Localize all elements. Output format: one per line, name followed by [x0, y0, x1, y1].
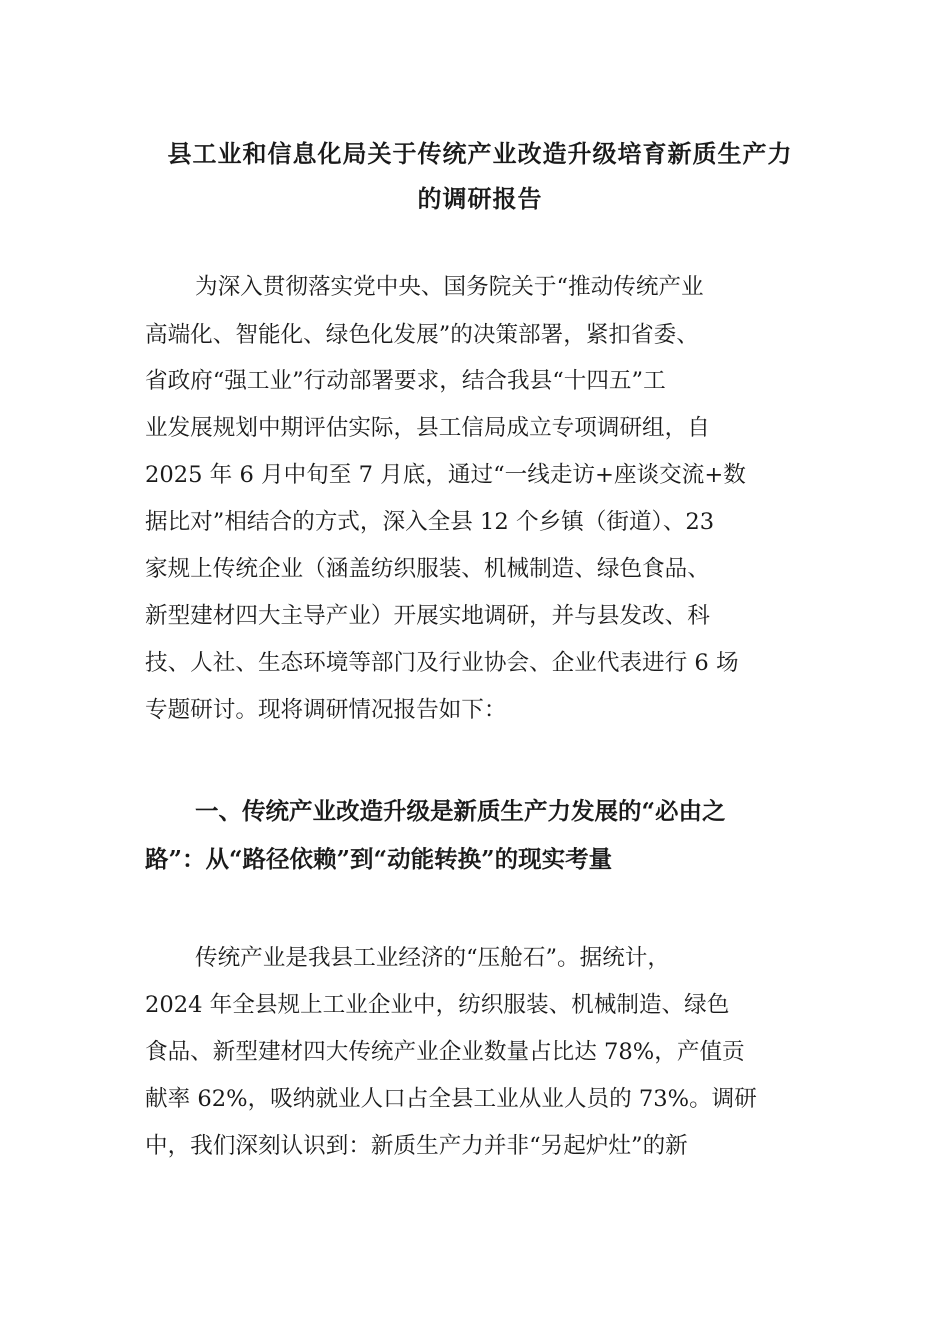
section-1-heading-line-1: 一、传统产业改造升级是新质生产力发展的“必由之	[195, 797, 726, 825]
section-1-heading-line-2: 路”：从“路径依赖”到“动能转换”的现实考量	[145, 845, 613, 873]
intro-paragraph-line: 专题研讨。现将调研情况报告如下：	[145, 697, 507, 723]
section-1-paragraph-line: 传统产业是我县工业经济的“压舱石”。据统计，	[195, 945, 670, 971]
intro-paragraph-line: 高端化、智能化、绿色化发展”的决策部署，紧扣省委、	[145, 322, 699, 348]
document-title-line-2: 的调研报告	[417, 184, 543, 213]
intro-paragraph-line: 为深入贯彻落实党中央、国务院关于“推动传统产业	[195, 274, 704, 300]
intro-paragraph-line: 2025 年 6 月中旬至 7 月底，通过“一线走访+座谈交流+数	[145, 462, 746, 488]
intro-paragraph-line: 家规上传统企业（涵盖纺织服装、机械制造、绿色食品、	[145, 556, 710, 582]
intro-paragraph-line: 据比对”相结合的方式，深入全县 12 个乡镇（街道）、23	[145, 509, 715, 535]
section-1-paragraph-line: 中，我们深刻认识到：新质生产力并非“另起炉灶”的新	[145, 1133, 688, 1159]
intro-paragraph-line: 新型建材四大主导产业）开展实地调研，并与县发改、科	[145, 603, 710, 629]
section-1-paragraph-line: 2024 年全县规上工业企业中，纺织服装、机械制造、绿色	[145, 992, 730, 1018]
section-1-paragraph-line: 食品、新型建材四大传统产业企业数量占比达 78%，产值贡	[145, 1039, 745, 1065]
intro-paragraph-line: 业发展规划中期评估实际，县工信局成立专项调研组，自	[145, 415, 710, 441]
intro-paragraph-line: 技、人社、生态环境等部门及行业协会、企业代表进行 6 场	[145, 650, 739, 676]
intro-paragraph-line: 省政府“强工业”行动部署要求，结合我县“十四五”工	[145, 368, 666, 394]
section-1-paragraph-line: 献率 62%，吸纳就业人口占全县工业从业人员的 73%。调研	[145, 1086, 757, 1112]
document-title-line-1: 县工业和信息化局关于传统产业改造升级培育新质生产力	[167, 139, 793, 168]
